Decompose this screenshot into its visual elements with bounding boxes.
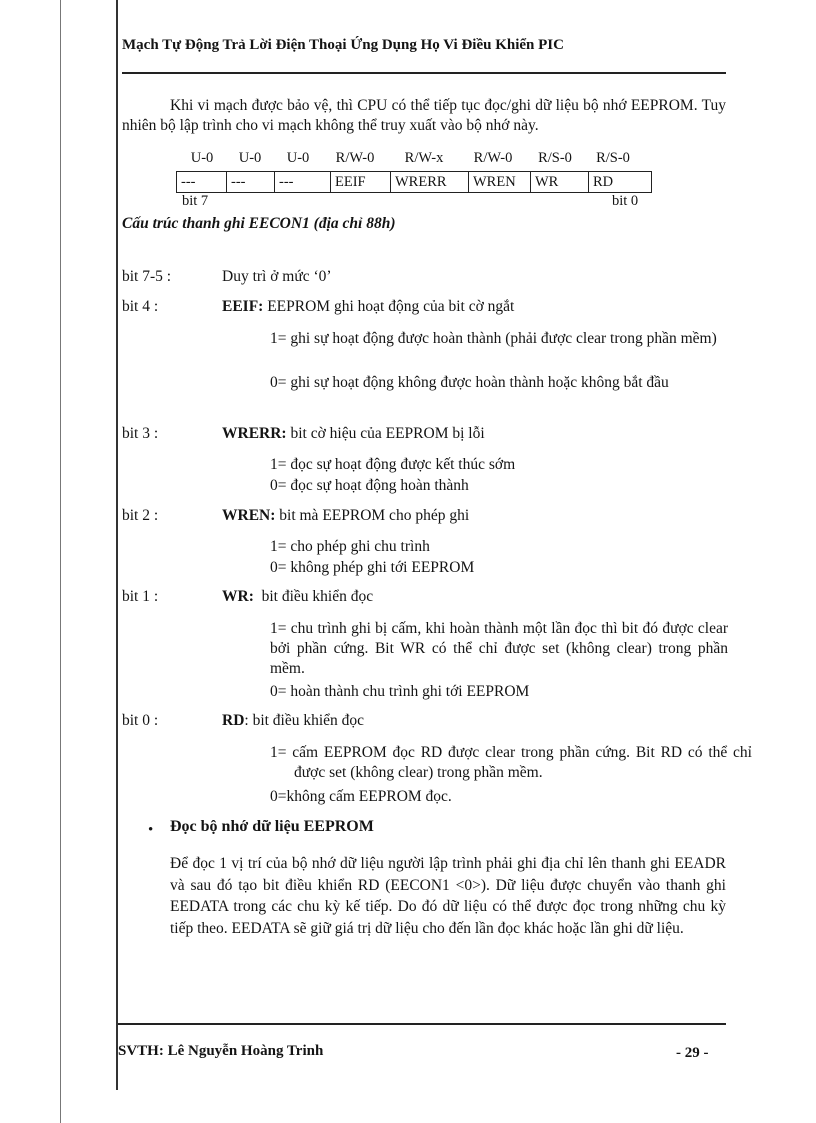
bit2-line-0: 0= không phép ghi tới EEPROM <box>270 559 475 576</box>
reg-cell-bit7: --- <box>177 172 227 192</box>
bit2-line-1: 1= cho phép ghi chu trình <box>270 538 430 555</box>
access-bit5: U-0 <box>286 150 310 166</box>
bit-key-0: bit 0 : <box>122 712 159 729</box>
access-bit1: R/S-0 <box>538 150 572 166</box>
intro-paragraph <box>122 96 726 136</box>
access-bit2: R/W-0 <box>473 150 513 166</box>
scan-edge-line <box>60 0 61 1123</box>
bit-head-3 <box>222 425 485 443</box>
reg-cell-bit6: --- <box>227 172 275 192</box>
access-bit4: R/W-0 <box>335 150 375 166</box>
bit-name-wren: WREN: <box>222 507 276 524</box>
bit0-line-1: 1= cấm EEPROM đọc RD được clear trong phần cứng. Bit RD có thể chỉ được set (không clear) trong phần mềm. <box>270 744 752 781</box>
bit-head-2 <box>222 507 469 525</box>
reg-cell-bit5: --- <box>275 172 331 192</box>
bit-head-1 <box>222 588 373 606</box>
footer-author: SVTH: Lê Nguyễn Hoàng Trinh <box>118 1043 324 1059</box>
bit-high-label: bit 7 <box>182 193 209 209</box>
access-bit3: R/W-x <box>404 150 444 166</box>
bit-name-wr: WR: <box>222 588 254 605</box>
reg-cell-bit4: EEIF <box>331 172 391 192</box>
bit0-line-0: 0=không cấm EEPROM đọc. <box>270 788 452 805</box>
bit-head-0 <box>222 712 364 730</box>
bit-head-4 <box>222 298 514 316</box>
bit-name-eeif: EEIF: <box>222 298 264 315</box>
left-margin-line <box>116 0 118 1090</box>
bit1-line-1: 1= chu trình ghi bị cấm, khi hoàn thành một lần đọc thì bit đó được clear bởi phần cứng. Bit WR có thể chỉ được set (không clear) trong phần mềm. <box>270 620 728 677</box>
section-paragraph: Để đọc 1 vị trí của bộ nhớ dữ liệu người lập trình phải ghi địa chỉ lên thanh ghi EEADR và sau đó tạo bit điều khiển RD (EECON1 <0>). Dữ liệu được chuyển vào thanh ghi EEDATA trong các chu kỳ kế tiếp. Do đó dữ liệu có thể được đọc trong những chu kỳ tiếp theo. EEDATA sẽ giữ giá trị dữ liệu cho đến lần đọc khác hoặc lần ghi dữ liệu. <box>170 855 726 937</box>
bit-key-3: bit 3 : <box>122 425 159 442</box>
access-bit7: U-0 <box>190 150 214 166</box>
page-number: - 29 - <box>676 1045 709 1061</box>
bit-key-1: bit 1 : <box>122 588 159 605</box>
reg-cell-bit1: WR <box>531 172 589 192</box>
bit-name-rd: RD <box>222 712 245 729</box>
bit-key-7-5: bit 7-5 : <box>122 268 172 285</box>
bullet-icon: • <box>148 822 154 838</box>
section-title: Đọc bộ nhớ dữ liệu EEPROM <box>170 818 374 835</box>
access-bit6: U-0 <box>238 150 262 166</box>
intro-text: Khi vi mạch được bảo vệ, thì CPU có thể tiếp tục đọc/ghi dữ liệu bộ nhớ EEPROM. Tuy nhiên bộ lập trình cho vi mạch không thể truy xuất vào bộ nhớ này. <box>122 97 726 134</box>
bit3-line-0: 0= đọc sự hoạt động hoàn thành <box>270 477 469 494</box>
register-caption: Cấu trúc thanh ghi EECON1 (địa chỉ 88h) <box>122 215 396 232</box>
bit-key-4: bit 4 : <box>122 298 159 315</box>
bit-low-label: bit 0 <box>612 193 639 209</box>
bit4-line-0: 0= ghi sự hoạt động không được hoàn thành hoặc không bắt đầu <box>270 374 669 391</box>
bit-desc-0: : bit điều khiển đọc <box>244 712 365 729</box>
access-bit0: R/S-0 <box>596 150 630 166</box>
bit-desc-4: EEPROM ghi hoạt động của bit cờ ngắt <box>267 298 515 315</box>
header-rule <box>122 72 726 74</box>
bit-name-wrerr: WRERR: <box>222 425 287 442</box>
reg-cell-bit0: RD <box>593 174 614 190</box>
register-access-row <box>178 150 656 167</box>
bit-desc-3: bit cờ hiệu của EEPROM bị lỗi <box>290 425 485 442</box>
reg-cell-bit3: WRERR <box>391 172 469 192</box>
register-bit-table <box>176 171 652 193</box>
bit4-line-1: 1= ghi sự hoạt động được hoàn thành (phải được clear trong phần mềm) <box>270 330 717 347</box>
bit-desc-7-5: Duy trì ở mức ‘0’ <box>222 268 332 285</box>
bit-desc-2: bit mà EEPROM cho phép ghi <box>279 507 470 524</box>
page-header-title: Mạch Tự Động Trả Lời Điện Thoại Ứng Dụng Họ Vi Điều Khiển PIC <box>122 37 564 53</box>
reg-cell-bit2: WREN <box>469 172 531 192</box>
bit1-line-0: 0= hoàn thành chu trình ghi tới EEPROM <box>270 683 530 700</box>
bit-key-2: bit 2 : <box>122 507 159 524</box>
footer-rule <box>118 1023 726 1025</box>
bit-desc-1: bit điều khiển đọc <box>261 588 374 605</box>
bit3-line-1: 1= đọc sự hoạt động được kết thúc sớm <box>270 456 516 473</box>
